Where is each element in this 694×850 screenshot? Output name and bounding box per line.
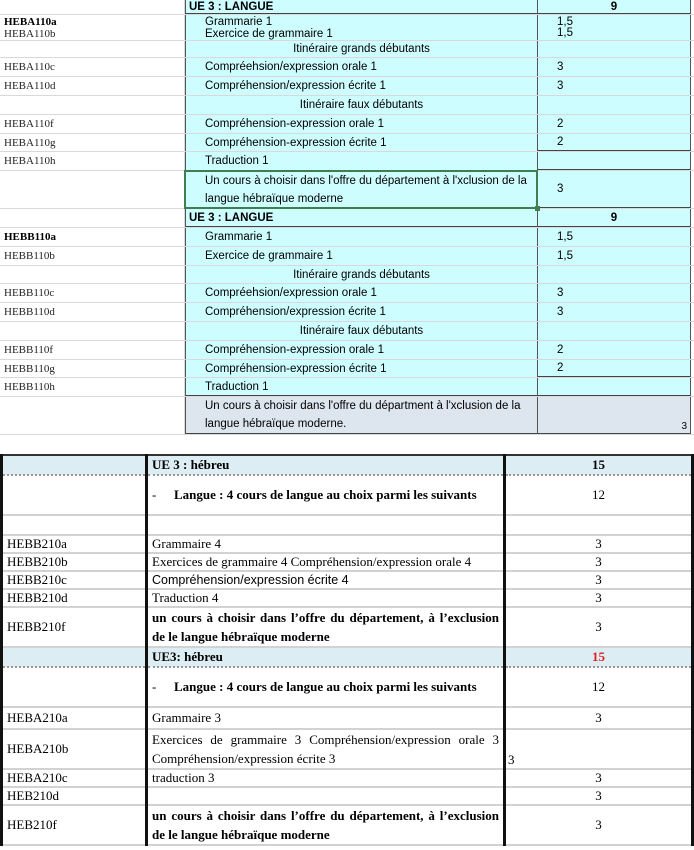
course-credits[interactable]: 1,5	[537, 28, 691, 40]
course-code[interactable]: HEBA110h	[0, 152, 185, 170]
course-credits[interactable]: 3	[537, 284, 691, 302]
course-code: HEB210d	[2, 787, 147, 805]
sheet-row[interactable]	[0, 15, 694, 28]
code-cell[interactable]	[0, 171, 185, 208]
course-code: HEBB210f	[2, 607, 147, 647]
course-label[interactable]: Compréhension-expression orale 1	[185, 115, 537, 133]
course-credits[interactable]: 3	[537, 77, 691, 95]
course-credits: 3	[505, 535, 693, 553]
sheet-row[interactable]	[0, 58, 694, 77]
ue-header-value[interactable]: 9	[537, 209, 691, 227]
course-label[interactable]: Compréhension-expression écrite 1	[185, 134, 537, 151]
course-code[interactable]: HEBA110c	[0, 58, 185, 76]
table-row	[2, 535, 693, 553]
course-code: HEBA210b	[2, 729, 147, 769]
course-credits: 3	[505, 571, 693, 589]
table-row	[2, 805, 693, 845]
choice-label[interactable]: Un cours à choisir dans l'offre du départment à l'xclusion de la langue hébraïque moderne.	[185, 397, 537, 434]
course-credits: 3	[505, 589, 693, 607]
empty-cell	[505, 515, 693, 535]
course-label: traduction 3	[147, 769, 505, 787]
course-code[interactable]: HEBA110a	[0, 15, 185, 28]
course-label[interactable]: Exercice de grammaire 1	[185, 247, 537, 265]
course-label	[147, 787, 505, 805]
course-label[interactable]: Traduction 1	[185, 378, 537, 396]
ue-header-label: UE 3 : hébreu	[147, 455, 505, 475]
course-label[interactable]: Traduction 1	[185, 152, 537, 170]
ue-header-row	[2, 647, 693, 667]
course-label: Exercices de grammaire 4 Compréhension/expression orale 4	[147, 553, 505, 571]
table-row	[2, 707, 693, 729]
table-row	[2, 571, 693, 589]
course-label: un cours à choisir dans l’offre du département, à l’exclusion de le langue hébraïque moderne	[147, 805, 505, 845]
course-code[interactable]: HEBB110g	[0, 360, 185, 377]
course-label: Exercices de grammaire 3 Compréhension/expression orale 3 Compréhension/expression écrite 3	[147, 729, 505, 769]
choice-credits[interactable]: 3	[537, 171, 691, 208]
ue-header-value: 15	[505, 455, 693, 475]
sheet-row[interactable]	[0, 228, 694, 247]
langue-row	[2, 667, 693, 707]
code-cell	[2, 475, 147, 515]
course-credits[interactable]	[537, 322, 691, 340]
course-label: Grammaire 3	[147, 707, 505, 729]
langue-label: Langue : 4 cours de langue au choix parmi les suivants	[174, 487, 477, 502]
course-code: HEBA210c	[2, 769, 147, 787]
course-credits: 3	[505, 729, 693, 769]
course-code: HEBB210b	[2, 553, 147, 571]
sheet-choice-row[interactable]	[0, 397, 694, 435]
course-label: un cours à choisir dans l’offre du département, à l’exclusion de le langue hébraïque moderne	[147, 607, 505, 647]
course-code[interactable]	[0, 266, 185, 283]
fill-handle[interactable]	[535, 206, 540, 211]
course-table	[0, 454, 694, 846]
course-label: Compréhension/expression écrite 4	[147, 571, 505, 589]
course-credits: 3	[505, 805, 693, 845]
sheet-row[interactable]	[0, 360, 694, 378]
course-label[interactable]: Grammarie 1	[185, 228, 537, 246]
course-credits[interactable]	[537, 96, 691, 114]
choice-credits[interactable]: 3	[537, 397, 691, 434]
empty-cell	[2, 515, 147, 535]
course-label[interactable]: Exercice de grammaire 1	[185, 28, 537, 40]
choice-label: Un cours à choisir dans l'offre du département à l'xclusion de la langue hébraïque moderne	[205, 174, 527, 205]
ue-header-row	[2, 455, 693, 475]
code-cell[interactable]	[0, 397, 185, 434]
ue-header-value[interactable]: 9	[537, 0, 691, 14]
sheet-row[interactable]	[0, 378, 694, 397]
course-label: Grammaire 4	[147, 535, 505, 553]
sheet-row[interactable]	[0, 41, 694, 58]
langue-cell	[147, 667, 505, 707]
course-credits[interactable]	[537, 266, 691, 283]
table-row	[2, 553, 693, 571]
course-credits[interactable]: 1,5	[537, 247, 691, 265]
sheet-header-row[interactable]	[0, 0, 694, 15]
course-code[interactable]: HEBB110c	[0, 284, 185, 302]
course-label: Traduction 4	[147, 589, 505, 607]
course-code[interactable]: HEBB110f	[0, 341, 185, 359]
sheet-row[interactable]	[0, 77, 694, 96]
sheet-choice-row[interactable]	[0, 171, 694, 209]
langue-credits: 12	[505, 667, 693, 707]
header-code-cell	[2, 647, 147, 667]
ue-header-label[interactable]: UE 3 : LANGUE	[185, 0, 537, 14]
course-code[interactable]: HEBB110d	[0, 303, 185, 321]
course-credits[interactable]	[537, 378, 691, 396]
table-row	[2, 607, 693, 647]
course-code[interactable]: HEBA110b	[0, 28, 185, 40]
table-row	[2, 769, 693, 787]
course-credits: 3	[505, 707, 693, 729]
course-code[interactable]	[0, 41, 185, 57]
course-credits[interactable]: 1,5	[537, 15, 691, 28]
header-code-cell	[2, 455, 147, 475]
list-dash: -	[152, 487, 157, 502]
code-cell	[2, 667, 147, 707]
course-credits[interactable]: 3	[537, 58, 691, 76]
sheet-row[interactable]	[0, 266, 694, 284]
langue-credits: 12	[505, 475, 693, 515]
course-code[interactable]: HEBA110d	[0, 77, 185, 95]
ue-header-value: 15	[505, 647, 693, 667]
course-credits[interactable]: 2	[537, 360, 691, 377]
course-credits: 3	[505, 787, 693, 805]
course-code: HEB210f	[2, 805, 147, 845]
sheet-row[interactable]	[0, 134, 694, 152]
blank-row	[2, 515, 693, 535]
course-code[interactable]: HEBA110f	[0, 115, 185, 133]
table-row	[2, 729, 693, 769]
sheet-row[interactable]	[0, 284, 694, 303]
course-label[interactable]: Compréehsion/expression orale 1	[185, 58, 537, 76]
code-cell[interactable]	[0, 0, 185, 14]
course-code: HEBB210c	[2, 571, 147, 589]
code-cell[interactable]	[0, 209, 185, 227]
table-row	[2, 787, 693, 805]
ue-header-label: UE3: hébreu	[147, 647, 505, 667]
course-code[interactable]: HEBB110h	[0, 378, 185, 396]
course-code: HEBB210a	[2, 535, 147, 553]
course-label[interactable]: Compréehsion/expression orale 1	[185, 284, 537, 302]
course-code[interactable]	[0, 322, 185, 340]
course-credits[interactable]: 2	[537, 115, 691, 133]
course-code[interactable]: HEBB110b	[0, 247, 185, 265]
sheet-row[interactable]	[0, 115, 694, 134]
course-credits[interactable]: 2	[537, 134, 691, 151]
course-label[interactable]: Grammarie 1	[185, 15, 537, 28]
course-code[interactable]	[0, 96, 185, 114]
course-label[interactable]: Compréhension-expression orale 1	[185, 341, 537, 359]
course-credits[interactable]: 3	[537, 303, 691, 321]
track-label[interactable]: Itinéraire faux débutants	[185, 322, 537, 340]
langue-label: Langue : 4 cours de langue au choix parmi les suivants	[174, 679, 477, 694]
course-label[interactable]: Compréhension/expression écrite 1	[185, 303, 537, 321]
sheet-row[interactable]	[0, 96, 694, 115]
course-credits: 3	[505, 769, 693, 787]
course-code[interactable]: HEBA110g	[0, 134, 185, 151]
course-label[interactable]: Compréhension/expression écrite 1	[185, 77, 537, 95]
sheet-row[interactable]	[0, 341, 694, 360]
langue-row	[2, 475, 693, 515]
course-code: HEBB210d	[2, 589, 147, 607]
course-credits[interactable]: 1,5	[537, 228, 691, 246]
course-credits[interactable]: 2	[537, 341, 691, 359]
table-row	[2, 589, 693, 607]
sheet-row[interactable]	[0, 152, 694, 171]
course-label[interactable]: Compréhension-expression écrite 1	[185, 360, 537, 377]
course-code: HEBA210a	[2, 707, 147, 729]
list-dash: -	[152, 679, 157, 694]
sheet-header-row[interactable]	[0, 209, 694, 228]
course-credits[interactable]	[537, 41, 691, 57]
empty-cell	[147, 515, 505, 535]
sheet-row[interactable]	[0, 247, 694, 266]
langue-cell	[147, 475, 505, 515]
course-credits: 3	[505, 553, 693, 571]
choice-label-selected-cell[interactable]	[185, 171, 537, 208]
track-label[interactable]: Itinéraire grands débutants	[185, 266, 537, 283]
course-credits[interactable]	[537, 152, 691, 170]
sheet-row[interactable]	[0, 303, 694, 322]
track-label[interactable]: Itinéraire faux débutants	[185, 96, 537, 114]
course-code[interactable]: HEBB110a	[0, 228, 185, 246]
course-credits: 3	[505, 607, 693, 647]
sheet-row[interactable]	[0, 322, 694, 341]
ue-header-label[interactable]: UE 3 : LANGUE	[185, 209, 537, 227]
track-label[interactable]: Itinéraire grands débutants	[185, 41, 537, 57]
